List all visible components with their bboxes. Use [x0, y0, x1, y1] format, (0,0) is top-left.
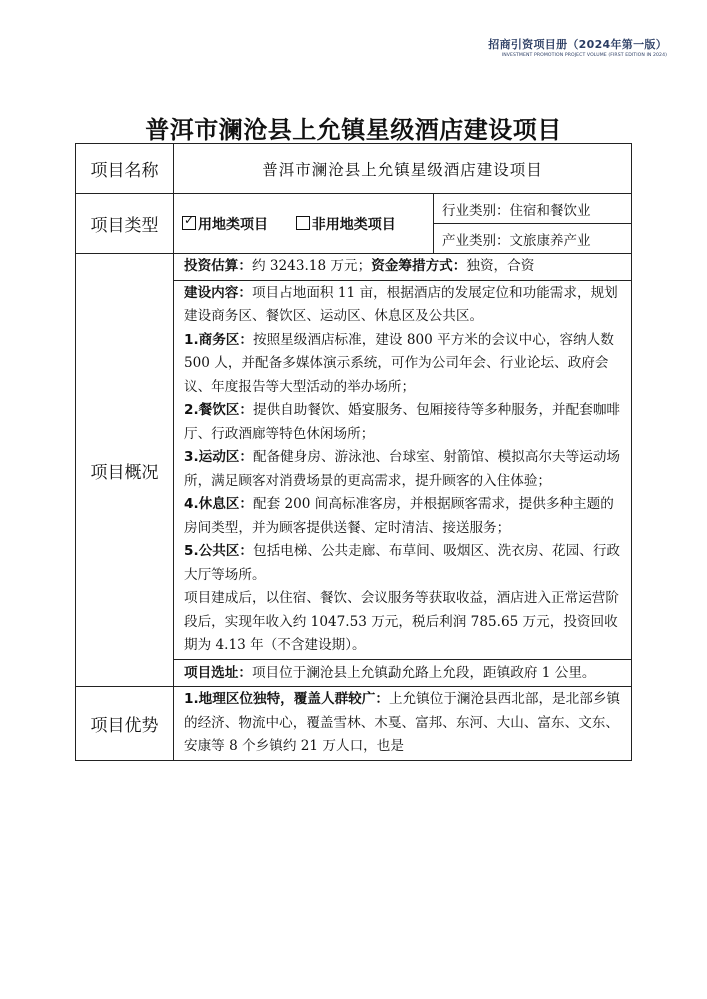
construction-cell [174, 280, 632, 659]
project-table [75, 143, 632, 761]
site-label: 项目选址： [184, 664, 252, 681]
funding-label: 资金筹措方式： [371, 258, 467, 274]
land-option-label: 用地类项目 [198, 216, 268, 233]
sector-label: 产业类别： [442, 232, 510, 249]
funding-value: 独资，合资 [466, 258, 535, 274]
sector-value: 文旅康养产业 [509, 232, 591, 249]
land-checkbox-icon[interactable] [182, 212, 196, 230]
investment-cell [174, 254, 632, 281]
header-title: 招商引资项目册（2024年第一版） [488, 38, 667, 51]
industry-category [434, 194, 632, 224]
advantage-label: 项目优势 [76, 687, 174, 761]
industry-label: 行业类别： [442, 202, 510, 219]
site-text: 项目位于澜沧县上允镇勐允路上允段，距镇政府 1 公里。 [251, 664, 596, 681]
overview-label: 项目概况 [76, 254, 174, 687]
nonland-option-label: 非用地类项目 [311, 216, 396, 233]
type-options [174, 194, 434, 254]
zone-text: 包括电梯、公共走廊、布草间、吸烟区、洗衣房、花园、行政大厅等场所。 [184, 543, 621, 583]
nonland-checkbox-icon[interactable] [296, 216, 310, 230]
type-label: 项目类型 [76, 194, 174, 254]
construction-text: 项目占地面积 11 亩，根据酒店的发展定位和功能需求，规划建设商务区、餐饮区、运动区、休息区及公共区。 [184, 284, 618, 324]
page-header [488, 36, 667, 58]
construction-paragraph [184, 282, 623, 329]
zone-label: 3.运动区： [184, 449, 253, 465]
advantage-row [76, 687, 632, 761]
zone-item [184, 329, 623, 400]
zone-item [184, 540, 623, 587]
name-row [76, 144, 632, 194]
zone-text: 配备健身房、游泳池、台球室、射箭馆、模拟高尔夫等运动场所，满足顾客对消费场景的更高需求，提升顾客的入住体验； [184, 449, 621, 489]
advantage-cell [174, 687, 632, 761]
type-row-1 [76, 194, 632, 224]
header-subtitle: INVESTMENT PROMOTION PROJECT VOLUME (FIRST EDITION IN 2024) [501, 53, 667, 58]
investment-row [76, 254, 632, 281]
zone-item [184, 446, 623, 493]
name-label: 项目名称 [76, 144, 174, 194]
sector-category [434, 224, 632, 254]
zone-label: 5.公共区： [184, 543, 253, 559]
investment-label: 投资估算： [184, 258, 252, 274]
zone-label: 1.商务区： [184, 331, 253, 348]
zone-item [184, 399, 623, 446]
document-title: 普洱市澜沧县上允镇星级酒店建设项目 [145, 115, 562, 144]
check-mark-icon: ✓ [184, 212, 195, 227]
zone-item [184, 493, 623, 540]
advantage-point-label: 1.地理区位独特，覆盖人群较广： [184, 691, 389, 707]
zone-label: 2.餐饮区： [184, 402, 253, 418]
site-cell [174, 659, 632, 687]
zone-text: 提供自助餐饮、婚宴服务、包厢接待等多种服务，并配套咖啡厅、行政酒廊等特色休闲场所； [184, 402, 621, 442]
construction-label: 建设内容： [184, 284, 252, 301]
industry-value: 住宿和餐饮业 [509, 202, 591, 219]
zone-text: 配套 200 间高标准客房，并根据顾客需求，提供多种主题的房间类型，并为顾客提供送餐、定时清洁、接送服务； [184, 496, 614, 536]
zone-label: 4.休息区： [184, 496, 253, 512]
revenue-paragraph: 项目建成后，以住宿、餐饮、会议服务等获取收益，酒店进入正常运营阶段后，实现年收入约 1047.53 万元，税后利润 785.65 万元，投资回收期为 4.13 年（不含建设期）。 [184, 590, 619, 653]
name-value: 普洱市澜沧县上允镇星级酒店建设项目 [174, 144, 632, 194]
zone-text: 按照星级酒店标准，建设 800 平方米的会议中心，容纳人数 500 人，并配备多媒体演示系统，可作为公司年会、行业论坛、政府会议、年度报告等大型活动的举办场所； [184, 331, 614, 395]
investment-value: 约 3243.18 万元； [251, 258, 372, 274]
advantage-point-text: 上允镇位于澜沧县西北部，是北部乡镇的经济、物流中心，覆盖雪林、木戛、富邦、东河、大山、富东、文东、安康等 8 个乡镇约 21 万人口，也是 [184, 691, 621, 754]
